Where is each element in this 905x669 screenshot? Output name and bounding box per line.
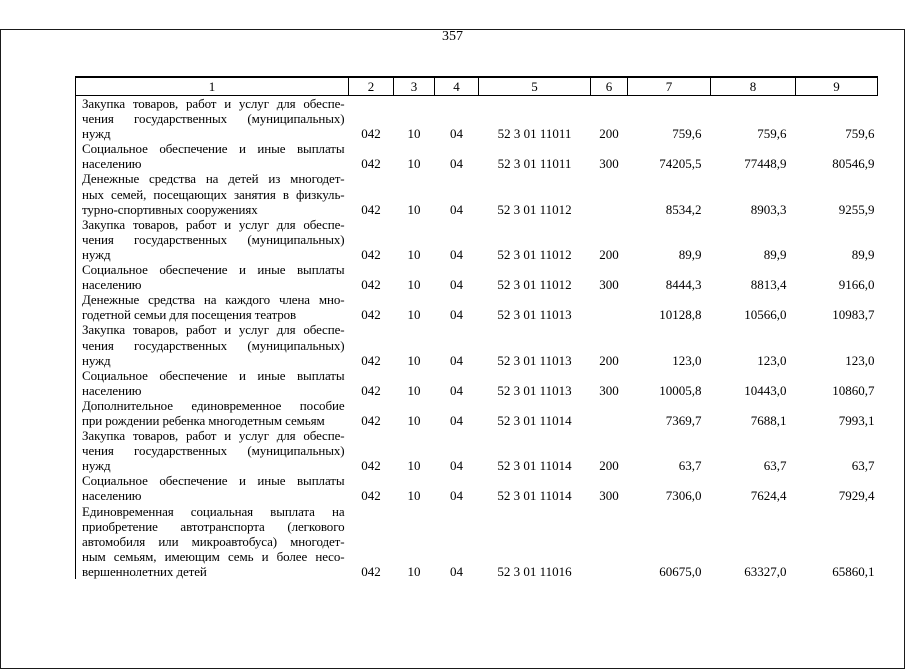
code-cell: 52 3 01 11011 xyxy=(497,156,572,172)
name-line: при рождении ребенка многодетным семьям xyxy=(82,412,325,428)
code-cell: 04 xyxy=(450,458,463,474)
table-body xyxy=(76,96,878,580)
page-number: 357 xyxy=(442,29,463,44)
code-cell: 52 3 01 11016 xyxy=(497,563,572,579)
amount-cell: 89,9 xyxy=(851,246,875,262)
name-line: населению xyxy=(82,488,142,504)
amount-cell: 8534,2 xyxy=(665,201,702,217)
name-line: Закупка товаров, работ и услуг для обеспе- xyxy=(82,96,345,111)
code-cell: 300 xyxy=(599,382,619,398)
code-cell: 042 xyxy=(361,412,381,428)
amount-cell: 63,7 xyxy=(851,458,875,474)
code-cell: 300 xyxy=(599,488,619,504)
amount-cell: 89,9 xyxy=(763,246,787,262)
amount-cell: 7688,1 xyxy=(750,412,787,428)
row-name-cell xyxy=(76,141,349,171)
name-line: Социальное обеспечение и иные выплаты xyxy=(82,262,345,278)
code-cell: 52 3 01 11014 xyxy=(497,412,572,428)
code-cell: 042 xyxy=(361,246,381,262)
name-line: нужд xyxy=(82,126,111,142)
row-name-cell xyxy=(76,262,349,292)
row-name-cell xyxy=(76,398,349,428)
code-cell: 52 3 01 11013 xyxy=(497,307,572,323)
amount-cell: 10983,7 xyxy=(832,307,875,323)
amount-cell: 74205,5 xyxy=(659,156,702,172)
row-name-cell xyxy=(76,368,349,398)
name-line: нужд xyxy=(82,352,111,368)
table-row xyxy=(76,292,878,322)
name-line: Закупка товаров, работ и услуг для обеспе- xyxy=(82,216,345,232)
code-cell: 10 xyxy=(407,246,421,262)
name-line: Социальное обеспечение и иные выплаты xyxy=(82,367,345,383)
code-cell: 52 3 01 11011 xyxy=(497,126,572,142)
amount-cell: 10128,8 xyxy=(659,307,702,323)
name-line: турно-спортивных сооружениях xyxy=(82,201,258,217)
amount-cell: 9166,0 xyxy=(838,277,875,293)
code-cell: 300 xyxy=(599,156,619,172)
code-cell: 04 xyxy=(450,563,463,579)
budget-table xyxy=(75,76,878,579)
code-cell: 52 3 01 11012 xyxy=(497,246,572,262)
name-line: Социальное обеспечение и иные выплаты xyxy=(82,141,345,157)
code-cell: 52 3 01 11014 xyxy=(497,458,572,474)
code-cell xyxy=(591,504,628,579)
name-line: населению xyxy=(82,156,142,172)
code-cell: 04 xyxy=(450,201,463,217)
name-line: Единовременная социальная выплата на xyxy=(82,503,345,519)
code-cell: 200 xyxy=(599,126,619,142)
name-line: Закупка товаров, работ и услуг для обеспе- xyxy=(82,428,345,444)
amount-cell: 123,0 xyxy=(672,352,702,368)
row-name-cell xyxy=(76,428,349,473)
code-cell xyxy=(591,398,628,428)
name-line: годетной семьи для посещения театров xyxy=(82,307,297,323)
amount-cell: 123,0 xyxy=(845,352,875,368)
name-line: Социальное обеспечение и иные выплаты xyxy=(82,473,345,489)
code-cell: 042 xyxy=(361,277,381,293)
table-row xyxy=(76,504,878,579)
column-header: 3 xyxy=(394,77,435,96)
code-cell: 52 3 01 11012 xyxy=(497,201,572,217)
code-cell: 042 xyxy=(361,126,381,142)
code-cell: 10 xyxy=(407,352,421,368)
code-cell: 52 3 01 11014 xyxy=(497,488,572,504)
column-header: 1 xyxy=(76,77,349,96)
code-cell: 200 xyxy=(599,246,619,262)
column-header: 7 xyxy=(628,77,711,96)
amount-cell: 63327,0 xyxy=(744,563,787,579)
name-line: Денежные средства на детей из многодет- xyxy=(82,171,345,187)
amount-cell: 65860,1 xyxy=(832,563,875,579)
code-cell: 04 xyxy=(450,412,463,428)
amount-cell: 8903,3 xyxy=(750,201,787,217)
column-header: 4 xyxy=(435,77,479,96)
column-header: 8 xyxy=(711,77,796,96)
amount-cell: 10566,0 xyxy=(744,307,787,323)
code-cell: 04 xyxy=(450,126,463,142)
name-line: вершеннолетних детей xyxy=(82,563,207,579)
table-row xyxy=(76,322,878,367)
code-cell: 10 xyxy=(407,458,421,474)
amount-cell: 7306,0 xyxy=(665,488,702,504)
code-cell: 10 xyxy=(407,488,421,504)
table-row xyxy=(76,171,878,216)
amount-cell: 123,0 xyxy=(757,352,787,368)
table-row xyxy=(76,262,878,292)
document-page xyxy=(0,29,905,579)
code-cell: 10 xyxy=(407,382,421,398)
row-name-cell xyxy=(76,217,349,262)
code-cell: 52 3 01 11013 xyxy=(497,352,572,368)
row-name-cell xyxy=(76,96,349,142)
column-header: 9 xyxy=(796,77,878,96)
amount-cell: 7624,4 xyxy=(750,488,787,504)
name-line: нужд xyxy=(82,246,111,262)
row-name-cell xyxy=(76,473,349,503)
amount-cell: 89,9 xyxy=(678,246,702,262)
code-cell: 042 xyxy=(361,458,381,474)
code-cell: 10 xyxy=(407,126,421,142)
table-header xyxy=(76,77,878,96)
row-name-cell xyxy=(76,322,349,367)
column-header: 2 xyxy=(349,77,394,96)
code-cell: 10 xyxy=(407,277,421,293)
code-cell: 10 xyxy=(407,412,421,428)
table-row xyxy=(76,217,878,262)
code-cell xyxy=(591,171,628,216)
amount-cell: 60675,0 xyxy=(659,563,702,579)
table-row xyxy=(76,368,878,398)
amount-cell: 7369,7 xyxy=(665,412,702,428)
code-cell: 04 xyxy=(450,307,463,323)
code-cell: 042 xyxy=(361,201,381,217)
name-line: Закупка товаров, работ и услуг для обеспе- xyxy=(82,322,345,338)
code-cell: 10 xyxy=(407,307,421,323)
amount-cell: 8444,3 xyxy=(665,277,702,293)
code-cell: 10 xyxy=(407,563,421,579)
code-cell: 042 xyxy=(361,352,381,368)
row-name-cell xyxy=(76,504,349,579)
code-cell: 10 xyxy=(407,156,421,172)
amount-cell: 7993,1 xyxy=(838,412,875,428)
amount-cell: 759,6 xyxy=(845,126,875,142)
name-line: чения государственных (муниципальных) xyxy=(82,443,345,459)
name-line: населению xyxy=(82,277,142,293)
name-line: Дополнительное единовременное пособие xyxy=(82,397,345,413)
code-cell xyxy=(591,292,628,322)
code-cell: 200 xyxy=(599,458,619,474)
name-line: ных семей, посещающих занятия в физкуль- xyxy=(82,186,345,202)
row-name-cell xyxy=(76,171,349,216)
amount-cell: 63,7 xyxy=(763,458,787,474)
column-header: 5 xyxy=(479,77,591,96)
amount-cell: 10443,0 xyxy=(744,382,787,398)
code-cell: 04 xyxy=(450,488,463,504)
amount-cell: 10860,7 xyxy=(832,382,875,398)
code-cell: 042 xyxy=(361,307,381,323)
code-cell: 04 xyxy=(450,277,463,293)
amount-cell: 759,6 xyxy=(672,126,702,142)
table-row xyxy=(76,473,878,503)
column-header: 6 xyxy=(591,77,628,96)
name-line: чения государственных (муниципальных) xyxy=(82,337,345,353)
code-cell: 52 3 01 11013 xyxy=(497,382,572,398)
code-cell: 042 xyxy=(361,488,381,504)
code-cell: 300 xyxy=(599,277,619,293)
code-cell: 10 xyxy=(407,201,421,217)
amount-cell: 9255,9 xyxy=(838,201,875,217)
name-line: приобретение автотранспорта (легкового xyxy=(82,518,345,534)
row-name-cell xyxy=(76,292,349,322)
amount-cell: 77448,9 xyxy=(744,156,787,172)
amount-cell: 63,7 xyxy=(678,458,702,474)
code-cell: 04 xyxy=(450,156,463,172)
amount-cell: 759,6 xyxy=(757,126,787,142)
amount-cell: 10005,8 xyxy=(659,382,702,398)
code-cell: 04 xyxy=(450,382,463,398)
code-cell: 04 xyxy=(450,352,463,368)
code-cell: 200 xyxy=(599,352,619,368)
amount-cell: 80546,9 xyxy=(832,156,875,172)
table-row xyxy=(76,428,878,473)
code-cell: 042 xyxy=(361,563,381,579)
name-line: автомобиля или микроавтобуса) многодет- xyxy=(82,533,345,549)
table-header-row xyxy=(76,77,878,96)
code-cell: 52 3 01 11012 xyxy=(497,277,572,293)
code-cell: 042 xyxy=(361,156,381,172)
table-row xyxy=(76,96,878,142)
table-row xyxy=(76,141,878,171)
name-line: населению xyxy=(82,382,142,398)
code-cell: 042 xyxy=(361,382,381,398)
table-row xyxy=(76,398,878,428)
name-line: чения государственных (муниципальных) xyxy=(82,111,345,127)
amount-cell: 8813,4 xyxy=(750,277,787,293)
name-line: чения государственных (муниципальных) xyxy=(82,231,345,247)
name-line: ным семьям, имеющим семь и более несо- xyxy=(82,548,345,564)
amount-cell: 7929,4 xyxy=(838,488,875,504)
name-line: нужд xyxy=(82,458,111,474)
code-cell: 04 xyxy=(450,246,463,262)
name-line: Денежные средства на каждого члена мно- xyxy=(82,292,345,308)
